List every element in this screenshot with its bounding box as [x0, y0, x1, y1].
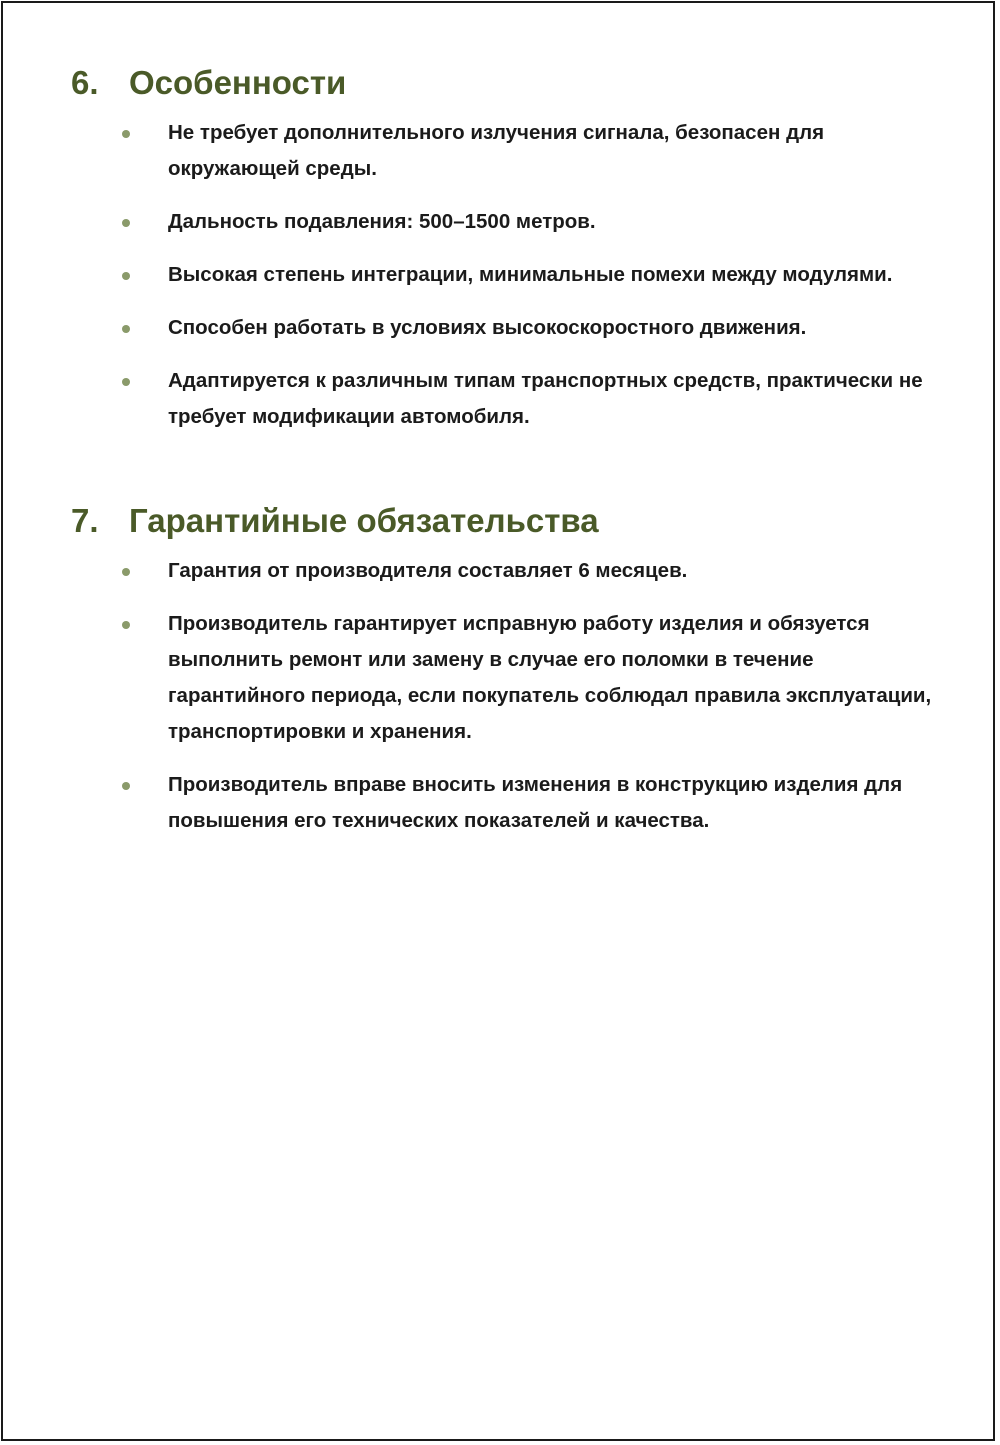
list-item-text: Высокая степень интеграции, минимальные помехи между модулями. — [168, 263, 893, 286]
section-heading-features — [71, 63, 346, 103]
warranty-list — [3, 553, 1000, 856]
bullet-dot-icon — [122, 325, 130, 333]
list-item-text: Гарантия от производителя составляет 6 месяцев. — [168, 559, 688, 582]
list-item — [3, 204, 1000, 240]
bullet-dot-icon — [122, 621, 130, 629]
section-number: 6. — [71, 64, 99, 101]
document-page — [1, 1, 995, 1441]
list-item-text: Производитель гарантирует исправную работу изделия и обязуется выполнить ремонт или замену в случае его поломки в течение гарантийного периода, если покупатель соблюдал правила эксплуатации, транспортировки и хранения. — [168, 612, 932, 743]
bullet-dot-icon — [122, 130, 130, 138]
section-title: Особенности — [129, 64, 347, 101]
bullet-dot-icon — [122, 378, 130, 386]
list-item — [3, 310, 1000, 346]
list-item — [3, 553, 1000, 589]
list-item-text: Способен работать в условиях высокоскоростного движения. — [168, 316, 807, 339]
list-item — [3, 115, 1000, 187]
list-item-text: Производитель вправе вносить изменения в конструкцию изделия для повышения его технических показателей и качества. — [168, 773, 903, 832]
list-item — [3, 363, 1000, 435]
list-item-text: Адаптируется к различным типам транспортных средств, практически не требует модификации автомобиля. — [168, 369, 923, 428]
bullet-dot-icon — [122, 219, 130, 227]
bullet-dot-icon — [122, 568, 130, 576]
list-item — [3, 606, 1000, 750]
section-title: Гарантийные обязательства — [129, 502, 599, 539]
bullet-dot-icon — [122, 782, 130, 790]
features-list — [3, 115, 1000, 452]
list-item — [3, 257, 1000, 293]
list-item-text: Дальность подавления: 500–1500 метров. — [168, 210, 596, 233]
list-item-text: Не требует дополнительного излучения сигнала, безопасен для окружающей среды. — [168, 121, 825, 180]
section-number: 7. — [71, 502, 99, 539]
list-item — [3, 767, 1000, 839]
section-heading-warranty — [71, 501, 599, 541]
bullet-dot-icon — [122, 272, 130, 280]
